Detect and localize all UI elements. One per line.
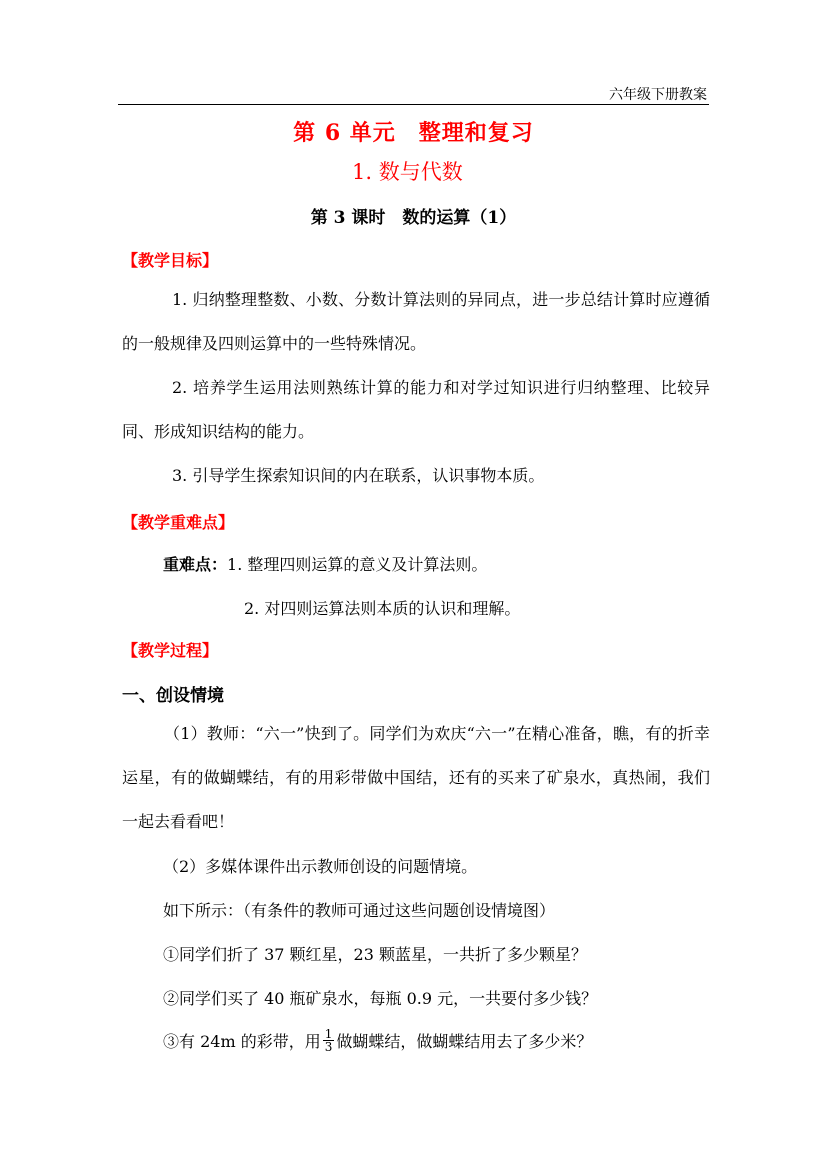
keypoints-heading: 【教学重难点】 [122, 513, 235, 532]
question-2: ②同学们买了 40 瓶矿泉水，每瓶 0.9 元，一共要付多少钱？ [163, 989, 598, 1008]
process-paragraph-3: 如下所示：（有条件的教师可通过这些问题创设情境图） [163, 901, 556, 920]
question-1: ①同学们折了 37 颗红星，23 颗蓝星，一共折了多少颗星？ [163, 945, 587, 964]
fraction-numerator: 1 [324, 1026, 333, 1041]
process-paragraph-2: （2）多媒体课件出示教师创设的问题情境。 [163, 857, 478, 876]
goal-item-3: 3. 引导学生探索知识间的内在联系，认识事物本质。 [172, 466, 545, 485]
step-1-heading: 一、创设情境 [122, 686, 224, 706]
goals-heading: 【教学目标】 [122, 251, 219, 270]
process-paragraph-1: （1）教师：“六一”快到了。同学们为欢庆“六一”在精心准备，瞧，有的折幸运星，有的做蝴蝶结，有的用彩带做中国结，还有的买来了矿泉水，真热闹，我们一起去看看吧！ [122, 724, 710, 831]
process-heading: 【教学过程】 [122, 641, 219, 660]
section-subtitle: 1. 数与代数 [352, 160, 463, 184]
header-label: 六年级下册教案 [609, 87, 707, 103]
keypoints-label: 重难点： [163, 555, 228, 574]
header-rule [118, 104, 709, 105]
unit-title: 第 6 单元 整理和复习 [293, 120, 534, 146]
keypoint-item-1: 1. 整理四则运算的意义及计算法则。 [227, 555, 488, 574]
fraction-one-third [323, 1028, 335, 1053]
goal-item-1: 1. 归纳整理整数、小数、分数计算法则的异同点，进一步总结计算时应遵循的一般规律及四则运算中的一些特殊情况。 [122, 290, 710, 353]
keypoint-item-2: 2. 对四则运算法则本质的认识和理解。 [244, 599, 521, 618]
question-3-before: ③有 24m 的彩带，用 [163, 1031, 321, 1051]
goal-item-2: 2. 培养学生运用法则熟练计算的能力和对学过知识进行归纳整理、比较异同、形成知识结构的能力。 [122, 378, 710, 441]
question-3-after: 做蝴蝶结，做蝴蝶结用去了多少米？ [336, 1031, 593, 1051]
question-3 [163, 1026, 592, 1054]
lesson-title: 第 3 课时 数的运算（1） [310, 208, 517, 228]
fraction-denominator: 3 [324, 1039, 333, 1054]
keypoint-row-1 [163, 552, 487, 575]
